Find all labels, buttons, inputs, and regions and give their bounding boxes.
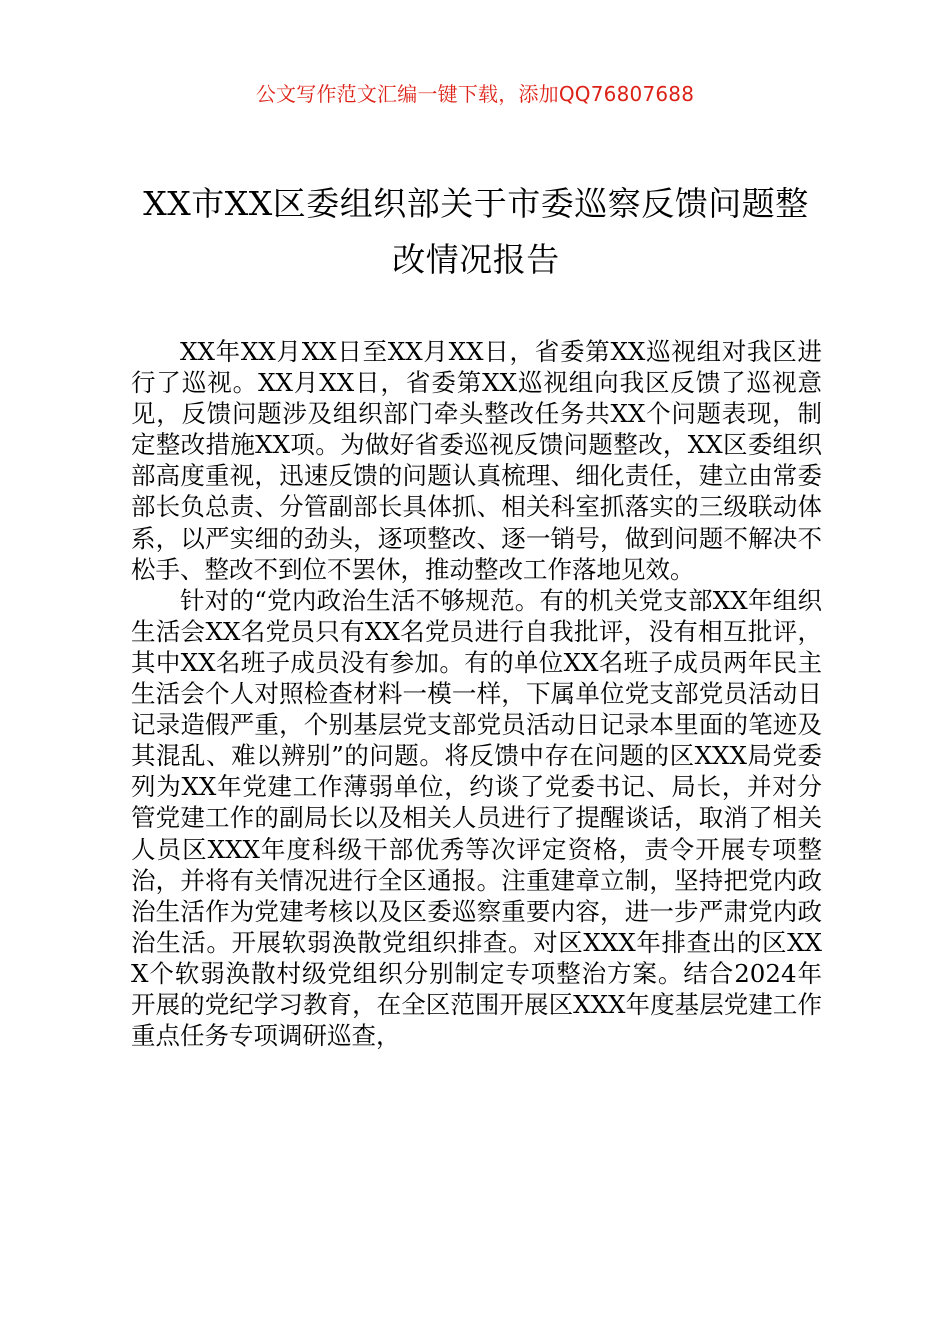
body-paragraph-1: XX年XX月XX日至XX月XX日，省委第XX巡视组对我区进行了巡视。XX月XX日，省委第XX巡视组向我区反馈了巡视意见，反馈问题涉及组织部门牵头整改任务共XX个问题表现，制定整改措施XX项。为做好省委巡视反馈问题整改，XX区委组织部高度重视，迅速反馈的问题认真梳理、细化责任，建立由常委部长负总责、分管副部长具体抓、相关科室抓落实的三级联动体系，以严实细的劲头，逐项整改、逐一销号，做到问题不解决不松手、整改不到位不罢休，推动整改工作落地见效。 <box>131 337 822 584</box>
document-body <box>131 336 822 1051</box>
watermark-promo-text: 公文写作范文汇编一键下载，添加QQ76807688 <box>255 82 695 106</box>
watermark-banner <box>0 84 950 105</box>
body-paragraph-2: 针对的“党内政治生活不够规范。有的机关党支部XX年组织生活会XX名党员只有XX名党员进行自我批评，没有相互批评，其中XX名班子成员没有参加。有的单位XX名班子成员两年民主生活会个人对照检查材料一模一样，下属单位党支部党员活动日记录造假严重，个别基层党支部党员活动日记录本里面的笔迹及其混乱、难以辨别”的问题。将反馈中存在问题的区XXX局党委列为XX年党建工作薄弱单位，约谈了党委书记、局长，并对分管党建工作的副局长以及相关人员进行了提醒谈话，取消了相关人员区XXX年度科级干部优秀等次评定资格，责令开展专项整治，并将有关情况进行全区通报。注重建章立制，坚持把党内政治生活作为党建考核以及区委巡察重要内容，进一步严肃党内政治生活。开展软弱涣散党组织排查。对区XXX年排查出的区XXX个软弱涣散村级党组织分别制定专项整治方案。结合2024年开展的党纪学习教育，在全区范围开展区XXX年度基层党建工作重点任务专项调研巡查， <box>131 585 822 1051</box>
page-title: XX市XX区委组织部关于市委巡察反馈问题整改情况报告 <box>143 184 809 279</box>
